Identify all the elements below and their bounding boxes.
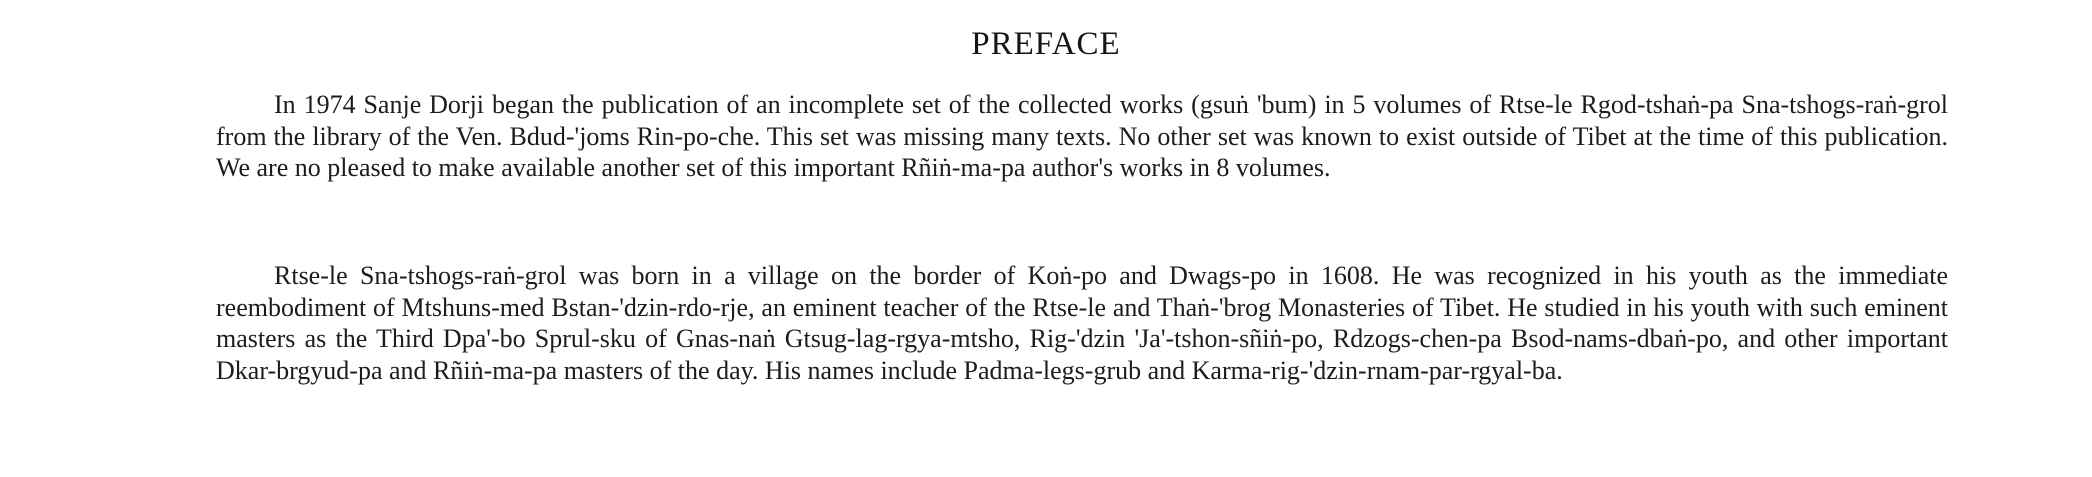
paragraph-2: Rtse-le Sna-tshogs-raṅ-grol was born in a village on the border of Koṅ-po and Dwags-po in 1608. He was recognized in his youth as the immediate reembodiment of Mtshuns-med Bstan-'dzin-rdo-rje, an eminent teacher of the Rtse-le and Thaṅ-'brog Monasteries of Tibet. He studied in his youth with such eminent masters as the Third Dpa'-bo Sprul-sku of Gnas-naṅ Gtsug-lag-rgya-mtsho, Rig-'dzin 'Ja'-tshon-sñiṅ-po, Rdzogs-chen-pa Bsod-nams-dbaṅ-po, and other important Dkar-brgyud-pa and Rñiṅ-ma-pa masters of the day. His names include Padma-legs-grub and Karma-rig-'dzin-rnam-par-rgyal-ba. — [216, 261, 1948, 385]
page-title: PREFACE — [971, 26, 1121, 62]
paragraph-1: In 1974 Sanje Dorji began the publication of an incomplete set of the collected works (gsuṅ 'bum) in 5 volumes of Rtse-le Rgod-tshaṅ-pa Sna-tshogs-raṅ-grol from the library of the Ven. Bdud-'joms Rin-po-che. This set was missing many texts. No other set was known to exist outside of Tibet at the time of this publication. We are no pleased to make available another set of this important Rñiṅ-ma-pa author's works in 8 volumes. — [216, 90, 1948, 182]
